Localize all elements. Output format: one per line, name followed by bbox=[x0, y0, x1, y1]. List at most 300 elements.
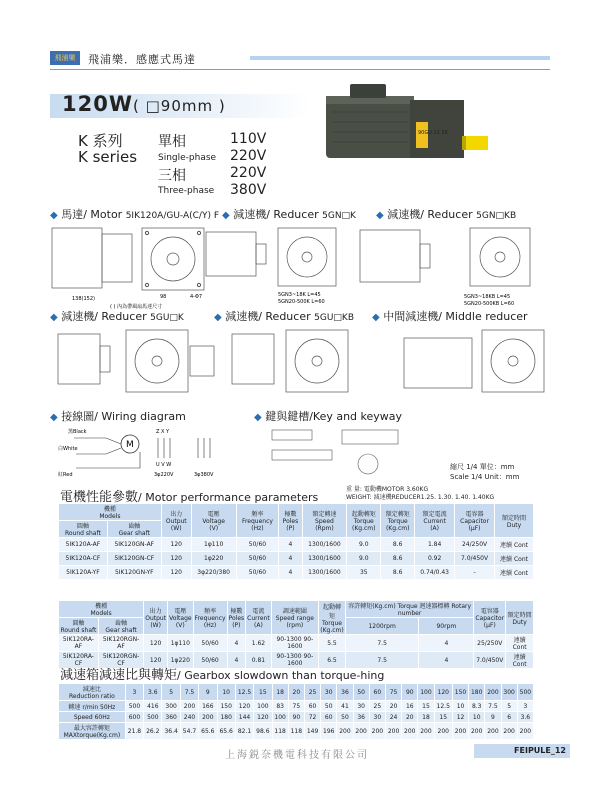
title-power: 120W bbox=[62, 92, 133, 116]
speed50-row-cell: 200 bbox=[180, 701, 198, 712]
ratio-row-label bbox=[59, 684, 126, 701]
speed50-row-cell: 75 bbox=[288, 701, 304, 712]
perf-cell: 4 bbox=[279, 552, 302, 566]
perf-cell: 5IK120A-YF bbox=[59, 566, 108, 580]
torque-row-label-text: 最大容許轉矩 bbox=[73, 725, 110, 732]
phase-block bbox=[158, 131, 278, 201]
scale-info bbox=[450, 462, 519, 482]
wire-zxy: Z X Y bbox=[156, 429, 170, 435]
speed60-row-cell: 600 bbox=[125, 712, 143, 723]
section-reducer2-model: 5GN□KB bbox=[476, 211, 517, 221]
reg-cell: 7.5 bbox=[345, 635, 418, 652]
speed50-row-label bbox=[59, 701, 126, 712]
speed60-row-cell: 60 bbox=[321, 712, 337, 723]
perf-cell: 1300/1600 bbox=[302, 552, 347, 566]
speed50-row-cell: 120 bbox=[235, 701, 253, 712]
wiring-diagram bbox=[56, 424, 256, 482]
torque-row bbox=[59, 723, 534, 740]
dim-length: 138(152) bbox=[72, 296, 95, 302]
ratio-row-cell: 90 bbox=[402, 684, 418, 701]
speed50-row-cell: 416 bbox=[144, 701, 162, 712]
speed60-row-label-text: Speed 60Hz bbox=[73, 713, 110, 721]
reg-cell: 50/60 bbox=[193, 635, 227, 652]
speed50-row-cell: 41 bbox=[337, 701, 353, 712]
ratio-row-label-text: Reduction ratio bbox=[69, 693, 115, 700]
reg-cell: 4 bbox=[419, 652, 474, 669]
section-reducer3-model: 5GU□K bbox=[150, 313, 184, 323]
section-reducer2 bbox=[376, 206, 516, 222]
speed50-row-cell: 10 bbox=[452, 701, 468, 712]
reg-h-90: 90rpm bbox=[419, 618, 474, 635]
torque-row-cell: 200 bbox=[517, 723, 533, 740]
torque-row-cell: 200 bbox=[369, 723, 385, 740]
section-key-en: /Key and keyway bbox=[309, 410, 403, 423]
section-reducer1 bbox=[222, 206, 356, 222]
torque-row-cell: 118 bbox=[272, 723, 288, 740]
scale-en: Scale 1/4 Unit：mm bbox=[450, 473, 520, 481]
volt-220: 220V bbox=[230, 148, 267, 164]
ratio-row-cell: 500 bbox=[517, 684, 533, 701]
perf-cell: 3φ220/380 bbox=[191, 566, 236, 580]
torque-row-label bbox=[59, 723, 126, 740]
torque-row-cell: 65.6 bbox=[217, 723, 235, 740]
reg-cell: 4 bbox=[227, 635, 246, 652]
speed50-row-cell: 7.5 bbox=[485, 701, 501, 712]
torque-row-cell: 98.6 bbox=[254, 723, 272, 740]
section-wiring-en: / Wiring diagram bbox=[94, 410, 186, 423]
middle-reducer-drawing bbox=[400, 326, 550, 404]
wire-3p380: 3φ380V bbox=[194, 472, 214, 478]
ratio-row-cell: 20 bbox=[288, 684, 304, 701]
red1-note2: 5GN20-500K L=60 bbox=[278, 299, 325, 305]
perf-cell: 連續 Cont bbox=[495, 566, 534, 580]
reg-cell: 7.5 bbox=[345, 652, 418, 669]
perf-cell: 1φ110 bbox=[191, 538, 236, 552]
torque-row-cell: 200 bbox=[469, 723, 485, 740]
perf-cell: 5IK120GN-YF bbox=[107, 566, 161, 580]
volt-380: 380V bbox=[230, 182, 267, 198]
reg-h-poles: 極數 Poles (P) bbox=[227, 601, 246, 635]
ratio-row-cell: 5 bbox=[162, 684, 180, 701]
reg-cell: 90-1300 90-1600 bbox=[271, 635, 318, 652]
speed50-row-cell: 83 bbox=[272, 701, 288, 712]
speed60-row-cell: 6 bbox=[501, 712, 517, 723]
page-number: FEIPULE_12 bbox=[474, 744, 570, 758]
red1-note1: 5GN3~18K L=45 bbox=[278, 292, 321, 298]
ratio-row-cell: 18 bbox=[272, 684, 288, 701]
header-strip bbox=[250, 56, 550, 60]
reg-cell: 1.62 bbox=[246, 635, 272, 652]
perf-cell: 9.0 bbox=[347, 552, 381, 566]
wire-3p220: 3φ220V bbox=[154, 472, 174, 478]
torque-row-cell: 82.1 bbox=[235, 723, 253, 740]
perf-row bbox=[59, 538, 534, 552]
speed60-row-cell: 30 bbox=[369, 712, 385, 723]
gear-title-cn: 減速箱減速比與轉矩 bbox=[60, 668, 178, 683]
speed60-row-cell: 100 bbox=[272, 712, 288, 723]
speed50-row-label-text: 轉速 r/min 50Hz bbox=[68, 703, 116, 711]
key-keyway-drawing bbox=[268, 424, 418, 482]
brand-logo: 飛浦樂 bbox=[50, 51, 80, 65]
torque-row-cell: 65.6 bbox=[199, 723, 217, 740]
ratio-row-cell: 75 bbox=[385, 684, 401, 701]
motor-drawing bbox=[50, 222, 218, 312]
dim-hole: 4-Φ7 bbox=[190, 294, 203, 300]
speed60-row-cell: 9 bbox=[485, 712, 501, 723]
series-en: K series bbox=[78, 148, 138, 166]
section-reducer1-model: 5GN□K bbox=[322, 211, 356, 221]
section-reducer1-cn: 減速機 bbox=[233, 208, 267, 221]
torque-row-cell: 200 bbox=[385, 723, 401, 740]
torque-row-cell: 118 bbox=[288, 723, 304, 740]
scale-cn: 縮尺 1/4 單位：mm bbox=[450, 463, 515, 471]
perf-cell: 4 bbox=[279, 566, 302, 580]
reg-cell: 4 bbox=[419, 635, 474, 652]
reg-h-models: 機種 Models bbox=[59, 601, 144, 618]
reg-cell: 7.0/450V bbox=[474, 652, 506, 669]
volt-110: 110V bbox=[230, 131, 267, 147]
perf-h-duty: 額定時間 Duty bbox=[495, 504, 534, 538]
bullet-icon: ◆ bbox=[50, 210, 58, 221]
speed60-row-cell: 24 bbox=[385, 712, 401, 723]
ratio-row-cell: 15 bbox=[254, 684, 272, 701]
bullet-icon: ◆ bbox=[254, 412, 262, 423]
perf-row bbox=[59, 552, 534, 566]
perf-cell: 5IK120A-AF bbox=[59, 538, 108, 552]
ratio-row-cell: 36 bbox=[337, 684, 353, 701]
perf-h-models: 機種 Models bbox=[59, 504, 162, 521]
motor-nameplate: 90GU 12.5K bbox=[418, 130, 448, 136]
bullet-icon: ◆ bbox=[372, 312, 380, 323]
reducer1-drawing bbox=[202, 222, 342, 312]
reg-cell: 5IK120RGN-AF bbox=[98, 635, 143, 652]
section-middle-en: / Middle reducer bbox=[438, 310, 528, 323]
bullet-icon: ◆ bbox=[376, 210, 384, 221]
wire-black: 黑Black bbox=[68, 429, 87, 435]
perf-cell: 1.84 bbox=[415, 538, 455, 552]
reg-h-round: 圓軸 Round shaft bbox=[59, 618, 99, 635]
ratio-row-cell: 50 bbox=[353, 684, 369, 701]
section-reducer3 bbox=[50, 308, 184, 324]
speed50-row-cell: 50 bbox=[321, 701, 337, 712]
torque-row-cell: 200 bbox=[434, 723, 452, 740]
red2-note1: 5GN3~18KB L=45 bbox=[464, 294, 511, 300]
section-key-cn: 鍵與鍵槽 bbox=[265, 410, 310, 423]
ratio-row-cell: 10 bbox=[217, 684, 235, 701]
torque-row-cell: 200 bbox=[452, 723, 468, 740]
perf-cell: 0.92 bbox=[415, 552, 455, 566]
reg-cell: 5IK120RA-AF bbox=[59, 635, 99, 652]
speed50-row-cell: 300 bbox=[162, 701, 180, 712]
perf-title-cn: 電機性能參數 bbox=[60, 490, 139, 505]
section-key bbox=[254, 408, 402, 424]
perf-cell: 7.0/450V bbox=[455, 552, 495, 566]
torque-row-cell: 54.7 bbox=[180, 723, 198, 740]
speed60-row-cell: 10 bbox=[469, 712, 485, 723]
reg-h-freq: 頻率 Frequency (Hz) bbox=[193, 601, 227, 635]
speed50-row-cell: 20 bbox=[385, 701, 401, 712]
company-footer: 上海鋭奈機電科技有限公司 bbox=[225, 750, 369, 761]
reg-cell: 0.81 bbox=[246, 652, 272, 669]
perf-cell: 24/250V bbox=[455, 538, 495, 552]
reg-cell: 6.5 bbox=[319, 652, 346, 669]
torque-row-cell: 200 bbox=[501, 723, 517, 740]
speed50-row-cell: 12.5 bbox=[434, 701, 452, 712]
reducer2-drawing bbox=[352, 222, 548, 312]
reg-cell: 4 bbox=[227, 652, 246, 669]
gear-title bbox=[60, 664, 384, 683]
ratio-row-cell: 3 bbox=[125, 684, 143, 701]
speed50-row-cell: 3 bbox=[517, 701, 533, 712]
speed60-row-label bbox=[59, 712, 126, 723]
torque-row-cell: 21.8 bbox=[125, 723, 143, 740]
section-reducer2-en: / Reducer bbox=[420, 208, 473, 221]
perf-h-freq: 頻率 Frequency (Hz) bbox=[236, 504, 279, 538]
bullet-icon: ◆ bbox=[50, 312, 58, 323]
reg-h-voltage: 電壓 Voltage (V) bbox=[168, 601, 194, 635]
torque-row-cell: 149 bbox=[304, 723, 320, 740]
speed60-row-cell: 50 bbox=[337, 712, 353, 723]
ratio-row bbox=[59, 684, 534, 701]
speed60-row-cell: 15 bbox=[434, 712, 452, 723]
ratio-row-cell: 300 bbox=[501, 684, 517, 701]
reg-cell: 50/60 bbox=[193, 652, 227, 669]
section-reducer1-en: / Reducer bbox=[266, 208, 319, 221]
perf-row bbox=[59, 566, 534, 580]
speed50-row-cell: 150 bbox=[217, 701, 235, 712]
page-header bbox=[50, 50, 550, 70]
speed50-row-cell: 60 bbox=[304, 701, 320, 712]
perf-cell: 1300/1600 bbox=[302, 566, 347, 580]
speed60-row-cell: 120 bbox=[254, 712, 272, 723]
perf-cell: 1φ220 bbox=[191, 552, 236, 566]
reg-row bbox=[59, 635, 534, 652]
ratio-row-cell: 9 bbox=[199, 684, 217, 701]
perf-cell: 120 bbox=[161, 566, 191, 580]
ratio-row-cell: 3.6 bbox=[144, 684, 162, 701]
perf-h-gear: 齒軸 Gear shaft bbox=[107, 521, 161, 538]
weight-line1: 重 量: 電動機MOTOR 3.60KG bbox=[346, 486, 429, 493]
speed60-row-cell: 18 bbox=[418, 712, 434, 723]
perf-h-voltage: 電壓 Voltage (V) bbox=[191, 504, 236, 538]
speed60-row-cell: 36 bbox=[353, 712, 369, 723]
motor-note: ( ) 內為帶風扇馬達尺寸 bbox=[110, 304, 163, 310]
section-motor bbox=[50, 206, 219, 222]
speed50-row-cell: 500 bbox=[125, 701, 143, 712]
speed50-row-cell: 166 bbox=[199, 701, 217, 712]
perf-cell: 5IK120GN-AF bbox=[107, 538, 161, 552]
ratio-row-label-text: 減速比 bbox=[82, 686, 101, 693]
perf-cell: 50/60 bbox=[236, 566, 279, 580]
wire-white: 白White bbox=[58, 446, 78, 452]
bullet-icon: ◆ bbox=[214, 312, 222, 323]
ratio-row-cell: 60 bbox=[369, 684, 385, 701]
reg-cell: 120 bbox=[144, 652, 168, 669]
perf-cell: 0.74/0.43 bbox=[415, 566, 455, 580]
section-middle-cn: 中間減速機 bbox=[383, 310, 439, 323]
section-reducer3-en: / Reducer bbox=[94, 310, 147, 323]
reg-h-capacitor: 電容器 Capacitor (μF) bbox=[474, 601, 506, 635]
perf-cell: 120 bbox=[161, 552, 191, 566]
perf-h-start-torque: 起動轉矩 Torque (Kg.cm) bbox=[347, 504, 381, 538]
speed60-row-cell: 72 bbox=[304, 712, 320, 723]
speed60-row-cell: 360 bbox=[162, 712, 180, 723]
section-middle bbox=[372, 308, 528, 324]
speed50-row-cell: 8.3 bbox=[469, 701, 485, 712]
reg-cell: 1φ220 bbox=[168, 652, 194, 669]
reg-h-allow-torque: 容許轉矩(Kg.cm) Torque 迴速器標轉 Rotary number bbox=[345, 601, 473, 618]
section-reducer4-model: 5GU□KB bbox=[314, 313, 354, 323]
speed60-row-cell: 180 bbox=[217, 712, 235, 723]
phase2-cn: 三相 bbox=[158, 168, 186, 184]
speed50-row-cell: 30 bbox=[353, 701, 369, 712]
section-motor-en: / Motor bbox=[83, 208, 123, 221]
ratio-row-cell: 12.5 bbox=[235, 684, 253, 701]
reg-cell: 5IK120RA-CF bbox=[59, 652, 99, 669]
bullet-icon: ◆ bbox=[50, 412, 58, 423]
ratio-row-cell: 150 bbox=[452, 684, 468, 701]
reg-cell: 連續 Cont bbox=[506, 635, 534, 652]
perf-cell: 連續 Cont bbox=[495, 552, 534, 566]
perf-cell: 5IK120GN-CF bbox=[107, 552, 161, 566]
reg-h-output: 出力 Output (W) bbox=[144, 601, 168, 635]
reducer3-drawing bbox=[56, 326, 226, 404]
reg-cell: 90-1300 90-1600 bbox=[271, 652, 318, 669]
phase2-en: Three-phase bbox=[158, 186, 215, 196]
section-wiring-cn: 接線圖 bbox=[61, 410, 95, 423]
torque-row-cell: 200 bbox=[402, 723, 418, 740]
ratio-row-cell: 30 bbox=[321, 684, 337, 701]
perf-h-poles: 極數 Poles (P) bbox=[279, 504, 302, 538]
reg-cell: 120 bbox=[144, 635, 168, 652]
ratio-row-cell: 200 bbox=[485, 684, 501, 701]
section-motor-cn: 馬達 bbox=[61, 208, 84, 221]
reg-h-range: 調速範圍 Speed range (rpm) bbox=[271, 601, 318, 635]
speed50-row bbox=[59, 701, 534, 712]
perf-cell: 50/60 bbox=[236, 538, 279, 552]
section-reducer4-en: / Reducer bbox=[258, 310, 311, 323]
ratio-row-cell: 25 bbox=[304, 684, 320, 701]
reg-cell: 5.5 bbox=[319, 635, 346, 652]
reg-h-current: 電流 Current (A) bbox=[246, 601, 272, 635]
speed60-row-cell: 500 bbox=[144, 712, 162, 723]
ratio-row-cell: 7.5 bbox=[180, 684, 198, 701]
performance-table bbox=[58, 503, 534, 580]
perf-title-en: / Motor performance parameters bbox=[138, 491, 319, 504]
header-title: 飛浦樂．感應式馬達 bbox=[88, 53, 196, 66]
speed60-row-cell: 144 bbox=[235, 712, 253, 723]
section-reducer3-cn: 減速機 bbox=[61, 310, 95, 323]
wire-uvw: U V W bbox=[156, 462, 172, 468]
perf-cell: 8.6 bbox=[381, 538, 415, 552]
red2-note2: 5GN20-500KB L=60 bbox=[464, 301, 515, 307]
weight-line2: WEIGHT: 減速機REDUCER1.25. 1.30. 1.40. 1.40KG bbox=[346, 494, 495, 501]
torque-row-cell: 26.2 bbox=[144, 723, 162, 740]
weight-info bbox=[346, 486, 494, 502]
series-name bbox=[78, 133, 137, 165]
series-cn: K 系列 bbox=[78, 132, 123, 150]
reg-cell: 連續 Cont bbox=[506, 652, 534, 669]
phase1-en: Single-phase bbox=[158, 153, 217, 163]
perf-h-round: 圓軸 Round shaft bbox=[59, 521, 108, 538]
perf-cell: 8.6 bbox=[381, 566, 415, 580]
perf-cell: 4 bbox=[279, 538, 302, 552]
dim-98: 98 bbox=[160, 294, 167, 300]
reg-cell: 1φ110 bbox=[168, 635, 194, 652]
torque-row-cell: 200 bbox=[337, 723, 353, 740]
reg-h-start-torque: 起動轉矩 Torque (Kg.cm) bbox=[319, 601, 346, 635]
perf-cell: 1300/1600 bbox=[302, 538, 347, 552]
ratio-row-cell: 120 bbox=[434, 684, 452, 701]
perf-cell: 35 bbox=[347, 566, 381, 580]
perf-h-current: 額定電流 Current (A) bbox=[415, 504, 455, 538]
perf-cell: 5IK120A-CF bbox=[59, 552, 108, 566]
speed50-row-cell: 5 bbox=[501, 701, 517, 712]
ratio-row-cell: 100 bbox=[418, 684, 434, 701]
speed50-row-cell: 25 bbox=[369, 701, 385, 712]
section-motor-model: 5IK120A/GU-A(C/Y) F bbox=[125, 211, 219, 221]
speed50-row-cell: 16 bbox=[402, 701, 418, 712]
speed60-row-cell: 240 bbox=[180, 712, 198, 723]
torque-row-label-text: MAXtorque(Kg.cm) bbox=[63, 732, 121, 739]
perf-cell: 9.0 bbox=[347, 538, 381, 552]
section-wiring bbox=[50, 408, 186, 424]
speed50-row-cell: 100 bbox=[254, 701, 272, 712]
speed60-row-cell: 200 bbox=[199, 712, 217, 723]
speed60-row bbox=[59, 712, 534, 723]
perf-h-speed: 額定轉速 Speed (Rpm) bbox=[302, 504, 347, 538]
motor-photo bbox=[322, 82, 490, 182]
page-title bbox=[62, 92, 226, 116]
motor-symbol-icon: M bbox=[126, 440, 134, 450]
perf-h-output: 出力 Output (W) bbox=[161, 504, 191, 538]
reg-h-gear: 齒軸 Gear shaft bbox=[98, 618, 143, 635]
gearbox-table bbox=[58, 683, 534, 740]
section-reducer4 bbox=[214, 308, 354, 324]
torque-row-cell: 200 bbox=[418, 723, 434, 740]
torque-row-cell: 200 bbox=[485, 723, 501, 740]
section-reducer2-cn: 減速機 bbox=[387, 208, 421, 221]
torque-row-cell: 36.4 bbox=[162, 723, 180, 740]
bullet-icon: ◆ bbox=[222, 210, 230, 221]
reg-cell: 5IK120RGN-CF bbox=[98, 652, 143, 669]
gear-title-en: / Gearbox slowdown than torque-hing bbox=[177, 669, 385, 682]
wire-red: 紅Red bbox=[58, 472, 73, 478]
title-frame: ( □90mm ) bbox=[133, 97, 226, 115]
reducer4-drawing bbox=[230, 326, 360, 404]
reg-h-1200: 1200rpm bbox=[345, 618, 418, 635]
torque-row-cell: 196 bbox=[321, 723, 337, 740]
speed60-row-cell: 3.6 bbox=[517, 712, 533, 723]
speed60-row-cell: 20 bbox=[402, 712, 418, 723]
perf-h-capacitor: 電容器 Capacitor (μF) bbox=[455, 504, 495, 538]
perf-h-rated-torque: 額定轉矩 Torque (Kg.cm) bbox=[381, 504, 415, 538]
reg-cell: 25/250V bbox=[474, 635, 506, 652]
speed50-row-cell: 15 bbox=[418, 701, 434, 712]
reg-h-duty: 額定時間 Duty bbox=[506, 601, 534, 635]
section-reducer4-cn: 減速機 bbox=[225, 310, 259, 323]
phase1-cn: 單相 bbox=[158, 134, 186, 150]
torque-row-cell: 200 bbox=[353, 723, 369, 740]
speed60-row-cell: 90 bbox=[288, 712, 304, 723]
perf-cell: - bbox=[455, 566, 495, 580]
perf-cell: 連續 Cont bbox=[495, 538, 534, 552]
perf-cell: 8.6 bbox=[381, 552, 415, 566]
speed60-row-cell: 12 bbox=[452, 712, 468, 723]
perf-cell: 120 bbox=[161, 538, 191, 552]
perf-cell: 50/60 bbox=[236, 552, 279, 566]
volt-220-3p: 220V bbox=[230, 165, 267, 181]
